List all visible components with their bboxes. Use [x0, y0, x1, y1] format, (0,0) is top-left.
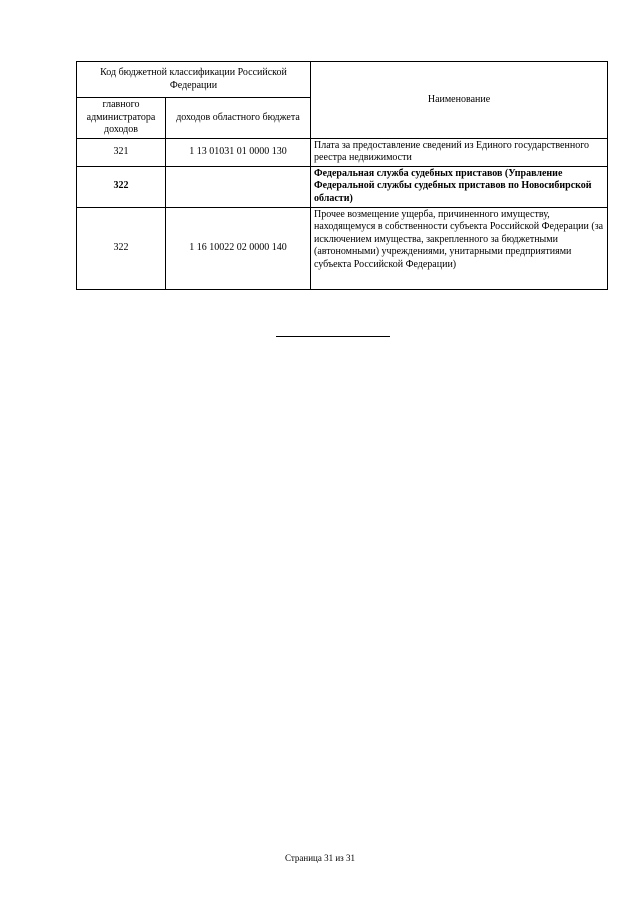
name-cell: Федеральная служба судебных приставов (Управление Федеральной службы судебных приставов по Новосибирской области) [311, 166, 608, 207]
admin-code-cell: 322 [77, 166, 166, 207]
table-row [77, 138, 608, 166]
budget-classification-table [76, 61, 608, 290]
income-code-cell [166, 166, 311, 207]
table-row [77, 207, 608, 289]
admin-code-cell: 322 [77, 207, 166, 289]
header-admin-code: главного администратора доходов [77, 98, 166, 139]
separator-line [276, 336, 390, 337]
name-cell: Прочее возмещение ущерба, причиненного имуществу, находящемуся в собственности субъекта Российской Федерации (за исключением имущества, закрепленного за бюджетными (автономными) учреждениями, унитарными предприятиями субъекта Российской Федерации) [311, 207, 608, 289]
header-income-code: доходов областного бюджета [166, 98, 311, 139]
name-cell: Плата за предоставление сведений из Единого государственного реестра недвижимости [311, 138, 608, 166]
page-number: Страница 31 из 31 [285, 853, 355, 863]
income-code-cell: 1 13 01031 01 0000 130 [166, 138, 311, 166]
income-code-cell: 1 16 10022 02 0000 140 [166, 207, 311, 289]
header-budget-code-group: Код бюджетной классификации Российской Федерации [77, 62, 311, 98]
admin-code-cell: 321 [77, 138, 166, 166]
header-name: Наименование [311, 62, 608, 139]
table-header-row [77, 62, 608, 98]
table-row [77, 166, 608, 207]
